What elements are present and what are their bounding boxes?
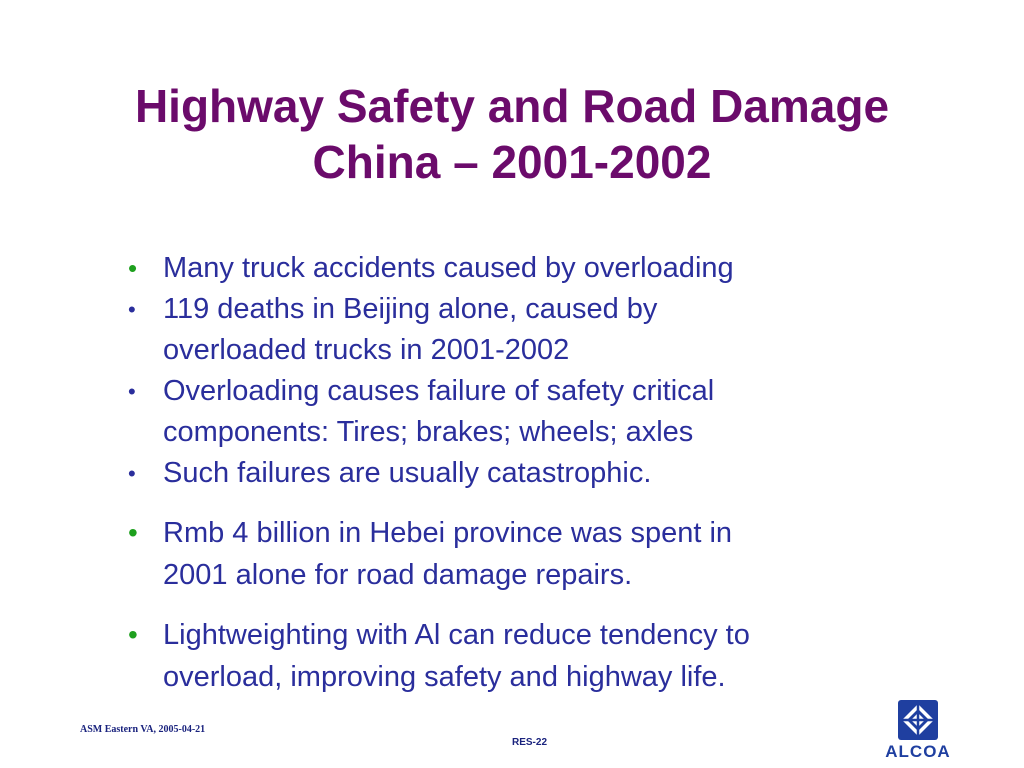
bullet-dot-icon: •: [128, 619, 138, 650]
bullet-text: components: Tires; brakes; wheels; axles: [163, 416, 694, 448]
title-line-2: China – 2001-2002: [312, 136, 712, 188]
bullet-text: Such failures are usually catastrophic.: [163, 457, 652, 489]
title-line-1: Highway Safety and Road Damage: [134, 80, 890, 132]
bullet-text: Rmb 4 billion in Hebei province was spent in: [163, 517, 733, 549]
bullet-item: [126, 614, 886, 698]
bullet-item: [126, 512, 886, 596]
bullet-dot-icon: •: [128, 297, 136, 322]
bullet-item: [126, 371, 886, 453]
bullet-list: [126, 248, 886, 698]
bullet-item: [126, 248, 886, 289]
bullet-item: [126, 453, 886, 494]
bullet-text: 2001 alone for road damage repairs.: [163, 559, 633, 591]
bullet-text: overload, improving safety and highway life.: [163, 661, 726, 693]
slide-title: [0, 78, 1024, 190]
bullet-text: overloaded trucks in 2001-2002: [163, 334, 570, 366]
alcoa-logo-icon: [898, 700, 938, 740]
bullet-dot-icon: •: [128, 379, 136, 404]
alcoa-logo: [876, 700, 960, 760]
logo-wordmark: ALCOA: [885, 742, 951, 761]
bullet-dot-icon: •: [128, 517, 138, 548]
footer-date: ASM Eastern VA, 2005-04-21: [80, 724, 206, 735]
bullet-text: Lightweighting with Al can reduce tendency to: [163, 619, 750, 651]
bullet-text: 119 deaths in Beijing alone, caused by: [163, 293, 658, 325]
bullet-text: Overloading causes failure of safety critical: [163, 375, 715, 407]
bullet-dot-icon: •: [128, 253, 138, 283]
slide-number: RES-22: [512, 737, 548, 748]
bullet-item: [126, 289, 886, 371]
bullet-dot-icon: •: [128, 461, 136, 486]
bullet-text: Many truck accidents caused by overloading: [163, 252, 734, 284]
